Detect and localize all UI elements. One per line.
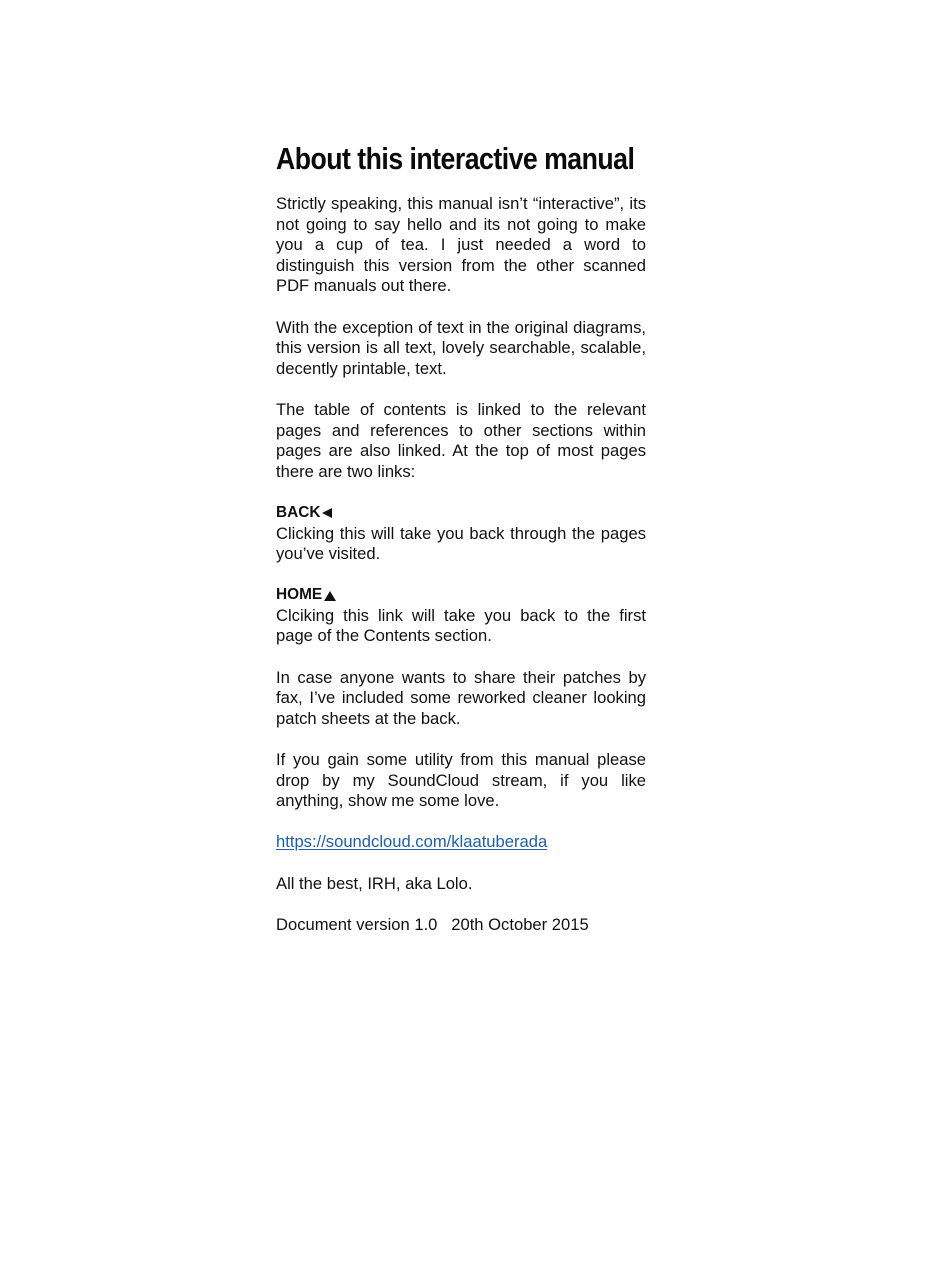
back-triangle-icon[interactable] xyxy=(322,508,332,518)
document-version: Document version 1.0 20th October 2015 xyxy=(276,914,589,934)
soundcloud-note-paragraph: If you gain some utility from this manual please drop by my SoundCloud stream, if you like anything, show me some love. xyxy=(276,750,646,811)
signoff-paragraph: All the best, IRH, aka Lolo. xyxy=(276,873,473,893)
intro-paragraph: Strictly speaking, this manual isn’t “interactive”, its not going to say hello and its not going to make you a cup of tea. I just needed a word to distinguish this version from the other scanned PDF manuals out there. xyxy=(276,194,646,296)
home-link-heading[interactable] xyxy=(276,585,646,606)
soundcloud-link[interactable]: https://soundcloud.com/klaatuberada xyxy=(276,832,548,852)
manual-page xyxy=(276,138,646,956)
home-link-description: Clciking this link will take you back to the first page of the Contents section. xyxy=(276,605,646,646)
soundcloud-link-paragraph xyxy=(276,832,646,853)
fax-note-paragraph: In case anyone wants to share their patches by fax, I’ve included some reworked cleaner looking patch sheets at the back. xyxy=(276,667,646,728)
text-note-paragraph: With the exception of text in the original diagrams, this version is all text, lovely searchable, scalable, decently printable, text. xyxy=(276,317,646,378)
page-title: About this interactive manual xyxy=(276,141,635,176)
back-link-description: Clicking this will take you back through the pages you’ve visited. xyxy=(276,523,646,564)
home-link-label[interactable]: HOME xyxy=(276,586,323,604)
back-link-heading[interactable] xyxy=(276,503,646,524)
back-link-label[interactable]: BACK xyxy=(276,503,321,521)
home-triangle-icon[interactable] xyxy=(324,591,336,601)
toc-note-paragraph: The table of contents is linked to the relevant pages and references to other sections within pages are also linked. At the top of most pages there are two links: xyxy=(276,399,646,481)
